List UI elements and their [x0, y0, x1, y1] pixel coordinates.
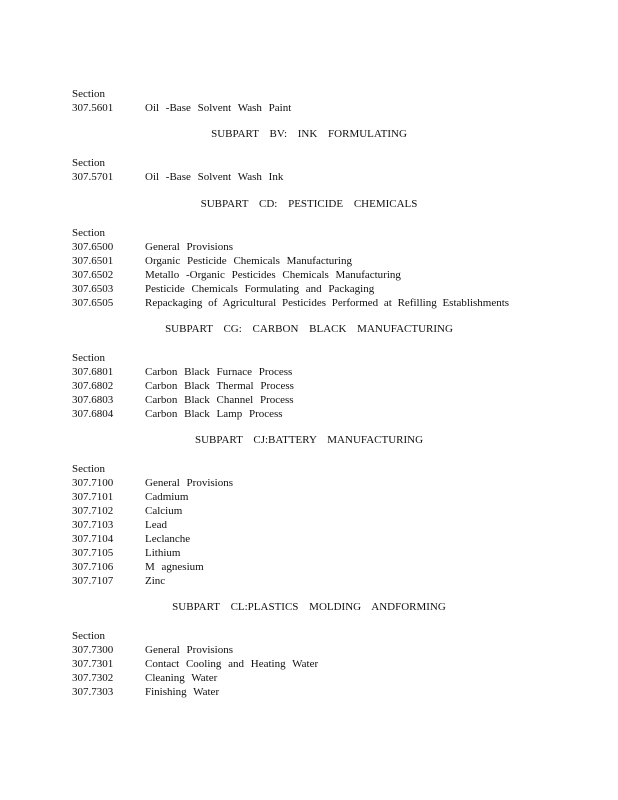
section-title: General Provisions — [145, 241, 234, 253]
section-number: 307.7100 — [72, 477, 114, 489]
section-entry — [72, 685, 542, 699]
section-entry — [72, 671, 542, 685]
section-entry — [72, 268, 542, 282]
section-title: Lithium — [145, 547, 181, 559]
section-entry — [72, 282, 542, 296]
section-number: 307.6804 — [72, 408, 114, 420]
section-entry — [72, 490, 542, 504]
section-entry — [72, 546, 542, 560]
section-group — [72, 226, 542, 310]
section-number: 307.5701 — [72, 171, 114, 183]
subpart-heading: SUBPART CL:PLASTICS MOLDING ANDFORMING — [172, 601, 446, 613]
section-label: Section — [72, 463, 105, 475]
section-title: Calcium — [145, 505, 183, 517]
section-title: Oil -Base Solvent Wash Ink — [145, 171, 284, 183]
section-title: M agnesium — [145, 561, 204, 573]
section-entry — [72, 643, 542, 657]
section-title: Carbon Black Lamp Process — [145, 408, 283, 420]
subpart-heading: SUBPART BV: INK FORMULATING — [211, 128, 407, 140]
section-number: 307.7101 — [72, 491, 114, 503]
subpart-heading: SUBPART CG: CARBON BLACK MANUFACTURING — [165, 323, 453, 335]
section-entry — [72, 101, 542, 115]
section-number: 307.7302 — [72, 672, 114, 684]
section-entry — [72, 296, 542, 310]
section-number: 307.6502 — [72, 269, 114, 281]
section-title: Cadmium — [145, 491, 189, 503]
section-number: 307.6500 — [72, 241, 114, 253]
section-label: Section — [72, 157, 105, 169]
section-title: Metallo -Organic Pesticides Chemicals Manufacturing — [145, 269, 401, 281]
subpart-heading: SUBPART CD: PESTICIDE CHEMICALS — [200, 198, 418, 210]
section-number: 307.7107 — [72, 575, 114, 587]
section-number: 307.6501 — [72, 255, 114, 267]
section-number: 307.7301 — [72, 658, 114, 670]
section-number: 307.6505 — [72, 297, 114, 309]
section-title: Carbon Black Channel Process — [145, 394, 294, 406]
section-entry — [72, 240, 542, 254]
section-title: Organic Pesticide Chemicals Manufacturing — [145, 255, 352, 267]
section-entry — [72, 254, 542, 268]
section-title: General Provisions — [145, 477, 234, 489]
subpart-heading: SUBPART CJ:BATTERY MANUFACTURING — [194, 434, 424, 446]
section-group — [72, 351, 542, 421]
section-group — [72, 87, 542, 115]
section-entry — [72, 560, 542, 574]
section-number: 307.6803 — [72, 394, 114, 406]
section-title: Repackaging of Agricultural Pesticides Performed at Refilling Establishments — [145, 297, 510, 309]
section-title: General Provisions — [145, 644, 234, 656]
section-entry — [72, 170, 542, 184]
section-title: Finishing Water — [145, 686, 220, 698]
section-title: Oil -Base Solvent Wash Paint — [145, 102, 292, 114]
section-entry — [72, 574, 542, 588]
section-label: Section — [72, 352, 105, 364]
section-entry — [72, 518, 542, 532]
section-number: 307.7300 — [72, 644, 114, 656]
section-entry — [72, 657, 542, 671]
section-group — [72, 156, 542, 184]
section-title: Contact Cooling and Heating Water — [145, 658, 319, 670]
section-number: 307.7104 — [72, 533, 114, 545]
section-number: 307.7102 — [72, 505, 114, 517]
section-number: 307.7303 — [72, 686, 114, 698]
section-title: Lead — [145, 519, 167, 531]
section-number: 307.7106 — [72, 561, 114, 573]
section-title: Leclanche — [145, 533, 191, 545]
section-number: 307.5601 — [72, 102, 114, 114]
section-label: Section — [72, 630, 105, 642]
section-entry — [72, 476, 542, 490]
section-entry — [72, 407, 542, 421]
section-entry — [72, 393, 542, 407]
section-number: 307.6503 — [72, 283, 114, 295]
section-title: Zinc — [145, 575, 166, 587]
section-number: 307.7103 — [72, 519, 114, 531]
section-group — [72, 462, 542, 588]
section-label: Section — [72, 88, 105, 100]
section-entry — [72, 504, 542, 518]
section-entry — [72, 365, 542, 379]
section-label: Section — [72, 227, 105, 239]
section-group — [72, 629, 542, 699]
section-title: Pesticide Chemicals Formulating and Packaging — [145, 283, 375, 295]
section-number: 307.6802 — [72, 380, 114, 392]
section-number: 307.6801 — [72, 366, 114, 378]
section-entry — [72, 379, 542, 393]
section-number: 307.7105 — [72, 547, 114, 559]
section-title: Carbon Black Furnace Process — [145, 366, 293, 378]
section-entry — [72, 532, 542, 546]
section-title: Carbon Black Thermal Process — [145, 380, 294, 392]
section-title: Cleaning Water — [145, 672, 218, 684]
